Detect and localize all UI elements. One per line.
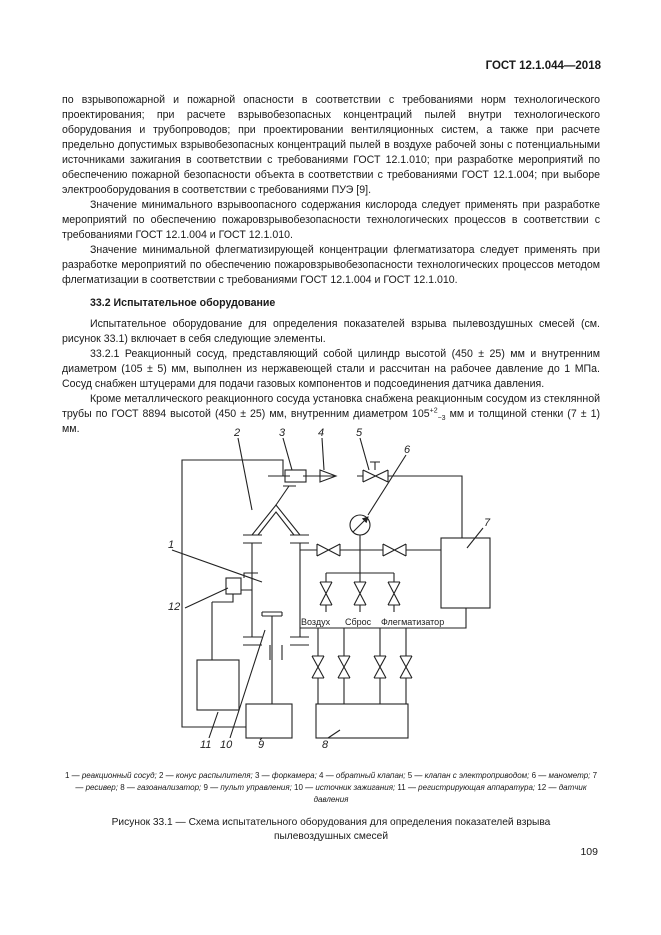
- legend-text: — регистрирующая аппаратура;: [405, 783, 538, 792]
- paragraph: Испытательное оборудование для определения показателей взрыва пылевоздушных смесей (см. рисунок 33.1) включает в себя следующие элементы.: [62, 318, 600, 345]
- legend-number: 5: [407, 771, 413, 780]
- paragraph: Значение минимальной флегматизирующей концентрации флегматизатора следует применять при разработке мероприятий по обеспечению пожаровзрывобезопасности технологических процессов методом флегматизации в соответствии с требованиями ГОСТ 12.1.004 и ГОСТ 12.1.010.: [62, 244, 600, 286]
- figure-label: 9: [258, 739, 265, 751]
- figure-label: 4: [318, 427, 325, 439]
- paragraph-text: Кроме металлического реакционного сосуда установка снабжена реакционным сосудом из стеклянной трубы по ГОСТ 8894 высотой (450 ± 25) мм, внутренним диаметром 105: [62, 393, 600, 420]
- legend-text: — клапан с электроприводом;: [412, 771, 532, 780]
- document-header: ГОСТ 12.1.044—2018: [485, 60, 601, 72]
- receiver: [441, 538, 490, 608]
- figure-label: 11: [200, 739, 212, 751]
- valve: [317, 544, 340, 556]
- valve: [354, 582, 366, 605]
- section-title: 33.2 Испытательное оборудование: [90, 297, 276, 309]
- motor-valve: [363, 462, 388, 482]
- recording-apparatus: [197, 660, 239, 710]
- legend-number: 9: [203, 783, 208, 792]
- figure-label: 2: [234, 427, 241, 439]
- pipe-top-right: [388, 476, 462, 538]
- legend-text: — ресивер;: [75, 783, 121, 792]
- valve: [400, 656, 412, 678]
- legend-text: — форкамера;: [259, 771, 320, 780]
- gas-label-vent: Сброс: [345, 617, 372, 627]
- legend-number: 12: [537, 783, 547, 792]
- valve: [388, 582, 400, 605]
- legend-number: 2: [158, 771, 164, 780]
- legend-text: — пульт управления;: [207, 783, 295, 792]
- legend-number: 7: [592, 771, 598, 780]
- ignition-source: [262, 612, 282, 704]
- valve: [312, 656, 324, 678]
- figure-label: 8: [322, 739, 329, 751]
- tolerance-lower: −3: [437, 415, 446, 423]
- legend-text: — газоанализатор;: [124, 783, 204, 792]
- legend-number: 4: [319, 771, 324, 780]
- valve: [374, 656, 386, 678]
- paragraph-text: мм и толщиной стенки (7 ± 1) мм.: [62, 408, 600, 435]
- nozzle-cone: [252, 505, 300, 535]
- legend-text: — манометр;: [536, 771, 593, 780]
- legend-number: 3: [254, 771, 260, 780]
- figure-legend: [62, 770, 600, 806]
- paragraph: Значение минимального взрывоопасного содержания кислорода следует применять при разработке мероприятий по обеспечению пожаровзрывобезопасности технологических процессов в соответствии с требованиями ГОСТ 12.1.004 и ГОСТ 12.1.010.: [62, 199, 600, 241]
- body-text: [62, 93, 600, 437]
- figure-label: 6: [404, 444, 411, 456]
- tolerance-upper: +2: [429, 407, 438, 415]
- figure-label: 10: [220, 739, 233, 751]
- figure-label: 1: [168, 539, 175, 551]
- legend-text: — конус распылителя;: [163, 771, 255, 780]
- legend-number: 11: [397, 783, 406, 792]
- lower-manifold: [300, 608, 466, 656]
- legend-text: — источник зажигания;: [302, 783, 398, 792]
- control-panel: [246, 704, 292, 738]
- paragraph: 33.2.1 Реакционный сосуд, представляющий собой цилиндр высотой (450 ± 25) мм и внутренним диаметром (105 ± 5) мм, выполнен из нержавеющей стали и рассчитан на рабочее давление до 1 МПа. Сосуд снабжен штуцерами для подачи газовых компонентов и подсоединения датчика давления.: [62, 348, 600, 390]
- valve: [338, 656, 350, 678]
- valve: [383, 544, 406, 556]
- cone-pipe: [276, 486, 296, 505]
- legend-number: 8: [120, 783, 125, 792]
- paragraph: по взрывопожарной и пожарной опасности в соответствии с требованиями норм технологического проектирования; при расчете взрывобезопасных концентраций пылей внутри технологического оборудования и трубопроводов; при проектировании вентиляционных систем, а также при расчете предельно допустимых взрывобезопасных концентраций пылей в воздухе рабочей зоны с потенциальными источниками зажигания в соответствии с требованиями ГОСТ 12.1.010; при разработке мероприятий по обеспечению пожарной безопасности объекта в соответствии с требованиями ГОСТ 12.1.004; при выборе электрооборудования в соответствии с требованиями ПУЭ [9].: [62, 94, 600, 196]
- reaction-vessel: [252, 543, 300, 637]
- gas-label-air: Воздух: [301, 617, 331, 627]
- legend-text: — обратный клапан;: [323, 771, 408, 780]
- gas-analyzer: [316, 704, 408, 738]
- valve: [320, 582, 332, 605]
- vessel-flanges: [243, 535, 309, 645]
- legend-number: 1: [64, 771, 70, 780]
- figure-label: 3: [279, 427, 286, 439]
- caption-line: Рисунок 33.1 — Схема испытательного оборудования для определения показателей взрыва: [111, 817, 551, 828]
- gas-label-phleg: Флегматизатор: [381, 617, 445, 627]
- legend-number: 10: [294, 783, 303, 792]
- pressure-sensor: [226, 578, 241, 594]
- apparatus-diagram: [160, 420, 500, 760]
- figure-label: 12: [168, 601, 181, 613]
- legend-text: — реакционный сосуд;: [69, 771, 159, 780]
- caption-line: пылевоздушных смесей: [273, 831, 389, 842]
- legend-number: 6: [531, 771, 537, 780]
- figure-caption: [62, 816, 600, 844]
- page-number: 109: [580, 846, 598, 858]
- legend-text: — датчик давления: [313, 783, 587, 804]
- gas-branch: [326, 548, 394, 582]
- figure-label: 5: [356, 427, 363, 439]
- figure-label: 7: [484, 517, 491, 529]
